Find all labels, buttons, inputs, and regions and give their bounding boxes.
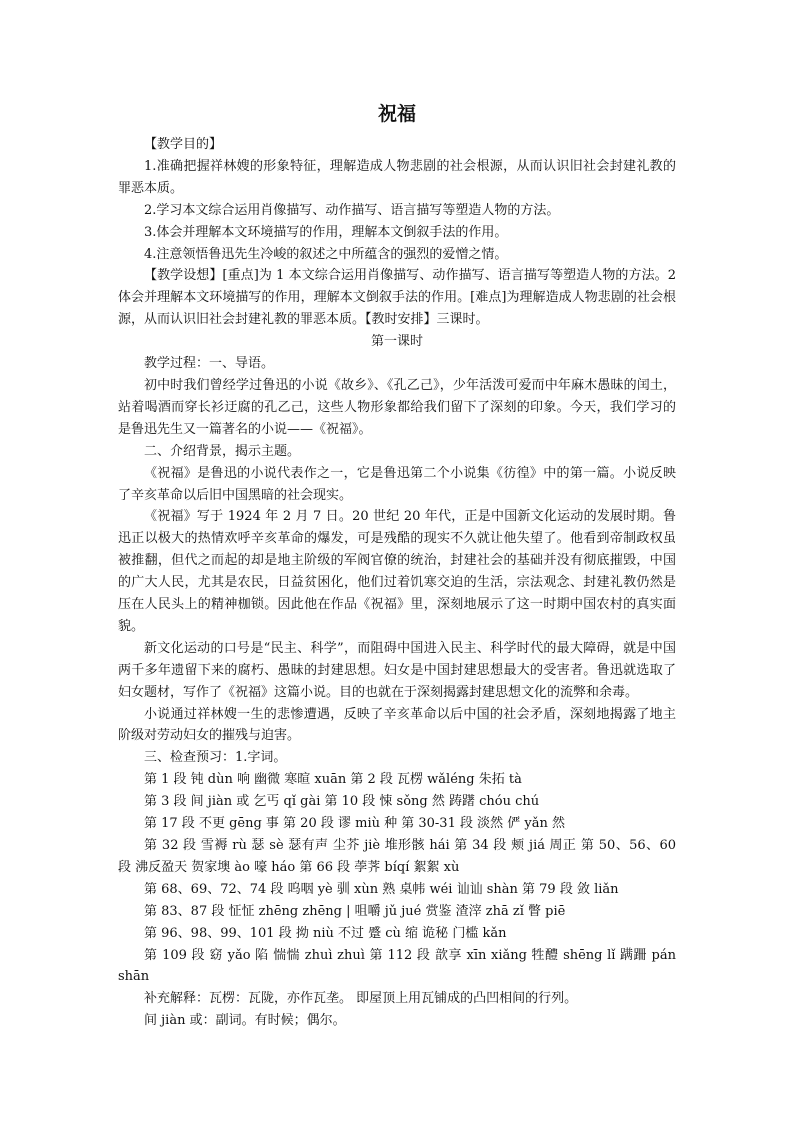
document-body [118,134,676,1032]
goal-item-3: 3.体会并理解本文环境描写的作用，理解本文倒叙手法的作用。 [144,224,508,240]
vocab-line-4: 第 32 段 雪褥 rù 瑟 sè 瑟有声 尘芥 jiè 堆形骸 hái 第 34 段 颊 jiá 周正 第 50、56、60 段 沸反盈天 贺家墺 ào 嚎 háo 第 66 段 荸荠 bíqí 絮絮 xù [118,838,676,875]
teaching-design-paragraph: 【教学设想】[重点]为 1 本文综合运用肖像描写、动作描写、语言描写等塑造人物的方法。2 体会并理解本文环境描写的作用，理解本文倒叙手法的作用。[难点]为理解造成人物悲剧的社会根源，从而认识旧社会封建礼教的罪恶本质。【教时安排】三课时。 [118,268,676,328]
background-paragraph-3: 新文化运动的口号是“民主、科学”，而阻碍中国进入民主、科学时代的最大障碍，就是中国两千多年遗留下来的腐朽、愚昧的封建思想。妇女是中国封建思想最大的受害者。鲁迅就选取了妇女题材，写作了《祝福》这篇小说。目的也就在于深刻揭露封建思想文化的流弊和余毒。 [118,640,676,700]
goal-item-2: 2.学习本文综合运用肖像描写、动作描写、语言描写等塑造人物的方法。 [144,202,560,218]
vocab-line-3: 第 17 段 不更 gēng 事 第 20 段 谬 miù 种 第 30-31 段 淡然 俨 yǎn 然 [144,816,565,832]
background-paragraph-2: 《祝福》写于 1924 年 2 月 7 日。20 世纪 20 年代，正是中国新文化运动的发展时期。鲁迅正以极大的热情欢呼辛亥革命的爆发，可是残酷的现实不久就让他失望了。他看到帝制政权虽被推翻，但代之而起的却是地主阶级的军阀官僚的统治，封建社会的基础并没有彻底摧毁，中国的广大人民，尤其是农民，日益贫困化，他们过着饥寒交迫的生活，宗法观念、封建礼教仍然是压在人民头上的精神枷锁。因此他在作品《祝福》里，深刻地展示了这一时期中国农村的真实面貌。 [118,509,676,634]
background-paragraph-1: 《祝福》是鲁迅的小说代表作之一，它是鲁迅第二个小说集《彷徨》中的第一篇。小说反映了辛亥革命以后旧中国黑暗的社会现实。 [118,465,676,503]
vocab-line-7: 第 96、98、99、101 段 拗 niù 不过 蹙 cù 缩 诡秘 门槛 kǎn [144,925,507,941]
document-page [118,100,676,1032]
preview-heading: 三、检查预习：1.字词。 [144,750,287,766]
document-title: 祝福 [377,103,416,125]
vocab-line-2: 第 3 段 间 jiàn 或 乞丐 qǐ gài 第 10 段 悚 sǒng 然 踌躇 chóu chú [144,794,540,810]
vocab-line-5: 第 68、69、72、74 段 呜咽 yè 驯 xùn 熟 桌帏 wéi 讪讪 shàn 第 79 段 敛 liǎn [144,881,619,897]
section-heading-teaching-goals: 【教学目的】 [144,137,223,152]
supplement-note-2: 间 jiàn 或：副词。有时候；偶尔。 [144,1013,346,1029]
vocab-line-1: 第 1 段 钝 dùn 响 幽微 寒暄 xuān 第 2 段 瓦楞 wǎléng 朱拓 tà [144,772,522,788]
vocab-line-6: 第 83、87 段 怔怔 zhēng zhēng | 咀嚼 jǔ jué 赏鉴 渣滓 zhā zǐ 瞥 piē [144,903,566,919]
supplement-note-1: 补充解释：瓦楞：瓦陇，亦作瓦垄。 即屋顶上用瓦铺成的凸凹相间的行列。 [144,991,578,1007]
vocab-line-8: 第 109 段 窈 yǎo 陷 惴惴 zhuì zhuì 第 112 段 歆享 xīn xiǎng 牲醴 shēng lǐ 蹒跚 pán shān [118,947,676,985]
goal-item-4: 4.注意领悟鲁迅先生冷峻的叙述之中所蕴含的强烈的爱憎之情。 [144,246,508,262]
process-heading: 教学过程：一、导语。 [144,356,275,372]
lesson-heading: 第一课时 [370,334,423,350]
background-heading: 二、介绍背景，揭示主题。 [144,443,301,459]
goal-item-1: 1.准确把握祥林嫂的形象特征，理解造成人物悲剧的社会根源，从而认识旧社会封建礼教的罪恶本质。 [118,158,676,196]
theme-paragraph: 小说通过祥林嫂一生的悲惨遭遇，反映了辛亥革命以后中国的社会矛盾，深刻地揭露了地主阶级对劳动妇女的摧残与迫害。 [118,706,676,744]
intro-paragraph: 初中时我们曾经学过鲁迅的小说《故乡》、《孔乙己》，少年活泼可爱而中年麻木愚昧的闰土，站着喝酒而穿长衫迂腐的孔乙己，这些人物形象都给我们留下了深刻的印象。今天，我们学习的是鲁迅先生又一篇著名的小说——《祝福》。 [118,377,676,437]
